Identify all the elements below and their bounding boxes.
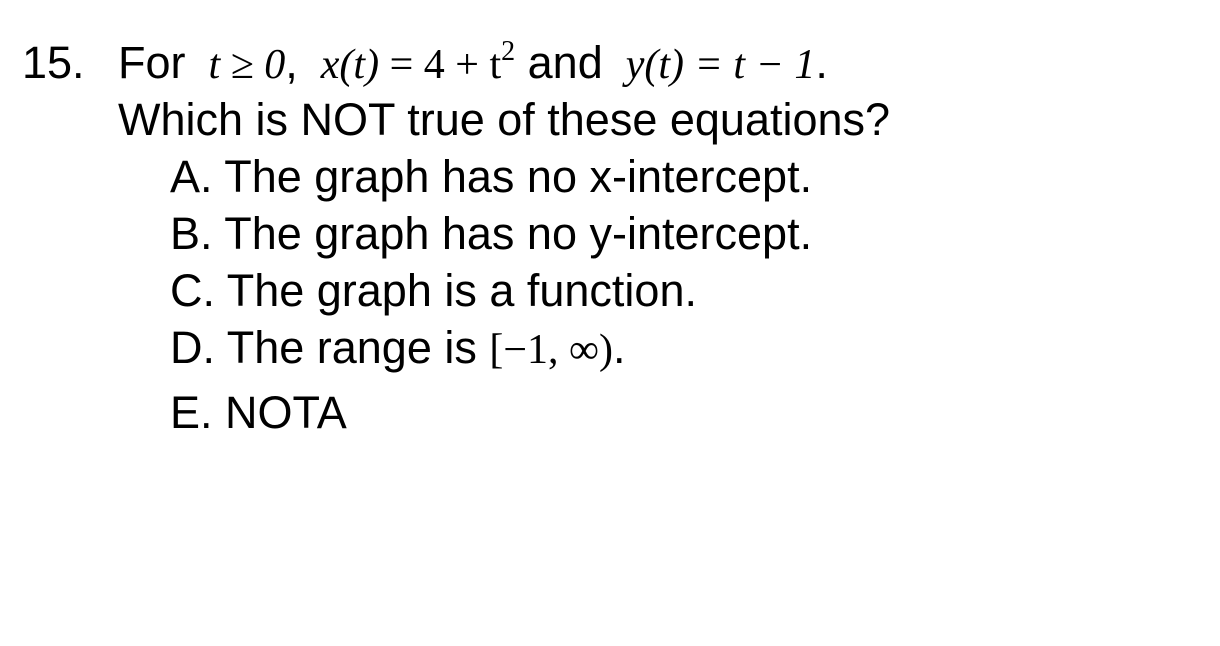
- choice-c: [22, 262, 1202, 319]
- question-15: [22, 34, 1202, 438]
- choice-d-range-math: [−1, ∞): [489, 327, 613, 373]
- choice-e: [22, 376, 1202, 438]
- x-equation-lhs: x(t): [320, 42, 380, 88]
- y-equation: y(t) = t − 1: [625, 42, 816, 88]
- choice-d-content: [170, 319, 625, 379]
- y-equation-math: [615, 42, 815, 88]
- condition-math: [198, 42, 285, 88]
- choice-d-period: .: [612, 322, 626, 373]
- choice-e-content: [170, 384, 347, 441]
- choice-d: [22, 319, 1202, 376]
- choice-c-text: The graph is a function.: [226, 265, 697, 316]
- question-prompt: Which is NOT true of these equations?: [118, 94, 891, 145]
- x-equation-math: [310, 36, 516, 88]
- x-equation-exponent: 2: [501, 36, 516, 67]
- choice-b-letter: B.: [170, 208, 213, 259]
- choice-a-text: The graph has no x-intercept.: [224, 151, 813, 202]
- stem-separator: ,: [285, 37, 298, 88]
- x-equation-rhs: = 4 + t: [389, 42, 502, 88]
- choice-d-text: The range is: [226, 322, 477, 373]
- choice-a: [22, 148, 1202, 205]
- choice-e-text: NOTA: [225, 387, 347, 438]
- choice-a-letter: A.: [170, 151, 213, 202]
- choice-c-content: [170, 262, 697, 319]
- stem-period: .: [815, 37, 828, 88]
- choice-b-text: The graph has no y-intercept.: [224, 208, 813, 259]
- choice-e-letter: E.: [170, 387, 213, 438]
- question-prompt-line: [22, 91, 1202, 148]
- stem-lead: For: [118, 37, 186, 88]
- condition-expression: t ≥ 0: [208, 42, 286, 88]
- stem-conjunction: and: [527, 37, 603, 88]
- question-stem: [118, 34, 828, 94]
- question-number: 15.: [22, 37, 85, 88]
- choice-c-letter: C.: [170, 265, 215, 316]
- choice-a-content: [170, 148, 812, 205]
- choice-d-letter: D.: [170, 322, 215, 373]
- choice-b-content: [170, 205, 812, 262]
- choice-b: [22, 205, 1202, 262]
- question-stem-line: [22, 34, 1202, 91]
